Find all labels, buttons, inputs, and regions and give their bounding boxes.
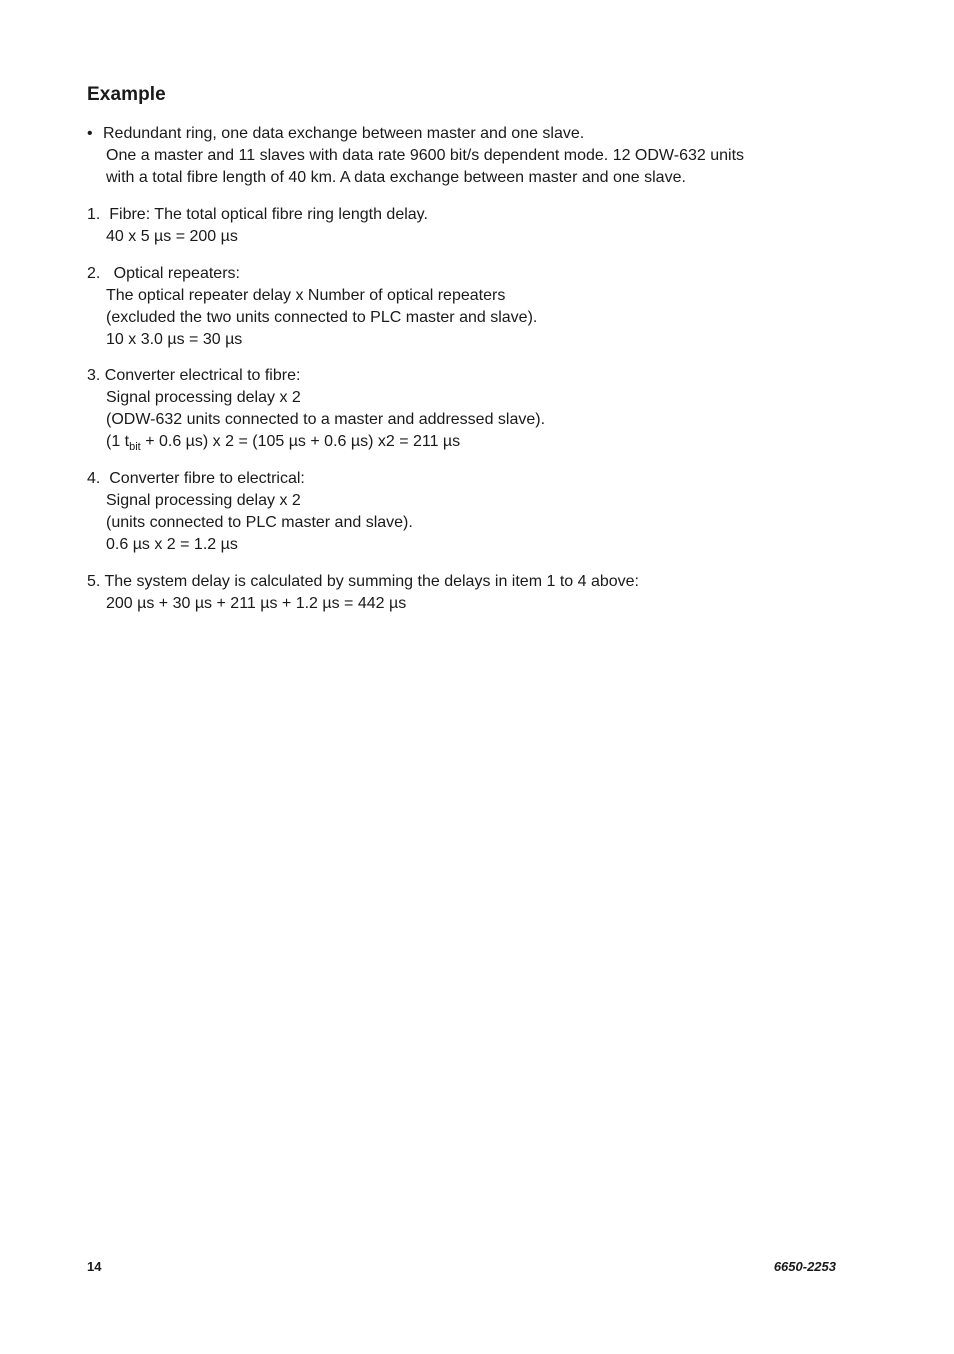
item-2-calc: 10 x 3.0 µs = 30 µs — [106, 331, 243, 348]
item-3-calc — [106, 431, 460, 454]
item-2-line-2: (excluded the two units connected to PLC master and slave). — [106, 309, 538, 326]
item-1-title: 1. Fibre: The total optical fibre ring length delay. — [87, 206, 428, 223]
bullet-marker: • — [87, 125, 93, 142]
item-4-line-2: (units connected to PLC master and slave). — [106, 514, 413, 531]
item-1-calc: 40 x 5 µs = 200 µs — [106, 228, 238, 245]
intro-line-3: with a total fibre length of 40 km. A data exchange between master and one slave. — [106, 169, 686, 186]
page-number: 14 — [87, 1259, 102, 1274]
item-3-calc-pre: (1 t — [106, 433, 130, 450]
item-3-calc-post: + 0.6 µs) x 2 = (105 µs + 0.6 µs) x2 = 211 µs — [140, 433, 461, 450]
item-4-title: 4. Converter fibre to electrical: — [87, 470, 305, 487]
document-number: 6650-2253 — [773, 1259, 836, 1274]
intro-line-2: One a master and 11 slaves with data rate 9600 bit/s dependent mode. 12 ODW-632 units — [106, 147, 745, 164]
intro-line-1: Redundant ring, one data exchange between master and one slave. — [103, 125, 585, 142]
item-3-title: 3. Converter electrical to fibre: — [87, 367, 301, 384]
section-heading: Example — [87, 84, 166, 105]
item-3-line-1: Signal processing delay x 2 — [106, 389, 301, 406]
item-5-calc: 200 µs + 30 µs + 211 µs + 1.2 µs = 442 µs — [106, 595, 407, 612]
item-2-line-1: The optical repeater delay x Number of optical repeaters — [106, 287, 506, 304]
item-4-calc: 0.6 µs x 2 = 1.2 µs — [106, 536, 238, 553]
item-3-line-2: (ODW-632 units connected to a master and addressed slave). — [106, 411, 546, 428]
item-2-title: 2. Optical repeaters: — [87, 265, 240, 282]
item-5-title: 5. The system delay is calculated by summing the delays in item 1 to 4 above: — [87, 573, 639, 590]
item-4-line-1: Signal processing delay x 2 — [106, 492, 301, 509]
item-3-calc-subscript: bit — [129, 441, 141, 453]
